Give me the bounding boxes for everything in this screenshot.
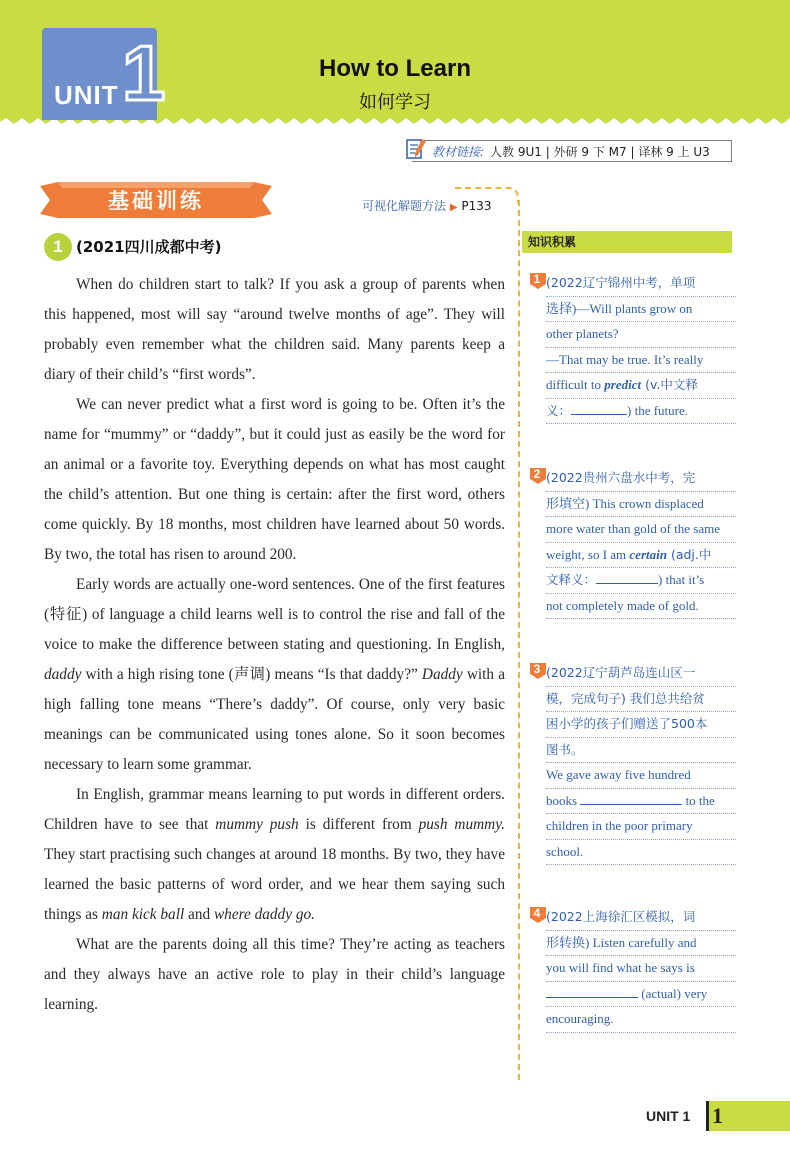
- knowledge-header: 知识积累: [522, 231, 732, 253]
- knowledge-item-3: (2022辽宁葫芦岛连山区一 模，完成句子) 我们总共给贫 困小学的孩子们赠送了500本 图书。 We gave away five hundred books to the children in the poor primary school.: [546, 661, 736, 865]
- italic-term: Daddy: [421, 666, 463, 683]
- unit-subtitle: 如何学习: [359, 92, 431, 113]
- page-number: 1: [712, 1103, 723, 1128]
- italic-term: daddy: [44, 666, 82, 683]
- unit-number: 1: [122, 29, 166, 117]
- passage-paragraph-2: We can never predict what a first word is going to be. Often it’s the name for “mummy” or “daddy”, but it could just as easily be the word for an animal or a favorite toy. Everything depends on what has most caught the child’s attention. But one thing is certain: after the first word, others come quickly. By 18 months, most children have learned about 50 words. By two, the total has risen to around 200.: [44, 396, 505, 563]
- visual-method-page: P133: [461, 199, 492, 213]
- italic-term: mummy push: [215, 816, 299, 833]
- footer-unit-label: UNIT 1: [646, 1108, 691, 1124]
- question-number: 1: [44, 233, 72, 261]
- knowledge-item-badge: 1: [528, 271, 548, 291]
- italic-term: where daddy go.: [213, 906, 315, 923]
- reading-passage: [44, 270, 505, 1020]
- knowledge-item-4: (2022上海徐汇区模拟，词 形转换) Listen carefully and you will find what he says is (actual) very encouraging.: [546, 905, 736, 1033]
- unit-title: How to Learn: [318, 55, 471, 82]
- answer-blank[interactable]: [546, 984, 638, 998]
- knowledge-item-1: (2022辽宁锦州中考，单项 选择)—Will plants grow on other planets? —That may be true. It’s really difficult to predict (v.中文释 义： ) the future.: [546, 271, 736, 424]
- italic-term: push mummy.: [418, 816, 505, 833]
- column-divider-top: [455, 187, 519, 203]
- answer-blank[interactable]: [571, 401, 627, 415]
- passage-paragraph-4: In English, grammar means learning to put words in different orders. Children have to see that mummy push is different from push mummy. They start practising such changes at around 18 months. By two, they have learned the basic patterns of word order, and we hear them saying such things as man kick ball and where daddy go.: [44, 786, 505, 923]
- visual-method-label: 可视化解题方法: [362, 199, 447, 213]
- unit-label: UNIT: [54, 80, 119, 110]
- knowledge-item-badge: 2: [528, 466, 548, 486]
- italic-term: man kick ball: [101, 906, 185, 923]
- passage-paragraph-1: When do children start to talk? If you ask a group of parents when this happened, most will say “around twelve months of age”. They will probably even remember what the children said. Many parents keep a diary of their child’s “first words”.: [44, 276, 505, 383]
- passage-paragraph-5: What are the parents doing all this time? They’re acting as teachers and they always have an active role to play in their child’s language learning.: [44, 936, 505, 1013]
- question-source: (2021四川成都中考): [76, 238, 222, 256]
- textbook-link-label: 教材链接:: [432, 144, 485, 159]
- section-title: 基础训练: [108, 189, 204, 213]
- passage-paragraph-3: Early words are actually one-word sentences. One of the first features (特征) of language a child learns well is to control the rise and fall of the voice to make the difference between stating and questioning. In English, daddy with a high rising tone (声调) means “Is that daddy?” Daddy with a high falling tone means “There’s daddy”. Of course, only very basic meanings can be communicated using tones alone. So it soon becomes necessary to learn some grammar.: [44, 576, 505, 773]
- column-divider: [518, 200, 520, 1080]
- section-banner: [40, 182, 272, 218]
- knowledge-item-2: (2022贵州六盘水中考，完 形填空) This crown displaced more water than gold of the same weight, so I am certain (adj.中 文释义： ) that it’s not completely made of gold.: [546, 466, 736, 619]
- answer-blank[interactable]: [596, 570, 658, 584]
- footer-page-bar: [706, 1101, 709, 1131]
- knowledge-item-badge: 3: [528, 661, 548, 681]
- textbook-link-refs: 人教 9U1 | 外研 9 下 M7 | 译林 9 上 U3: [490, 144, 710, 159]
- play-arrow-icon: ▶: [449, 202, 458, 213]
- footer-page-tab: [706, 1101, 790, 1131]
- textbook-link-bar: [412, 140, 732, 162]
- answer-blank[interactable]: [580, 791, 682, 805]
- pencil-icon: [404, 135, 432, 163]
- knowledge-item-badge: 4: [528, 905, 548, 925]
